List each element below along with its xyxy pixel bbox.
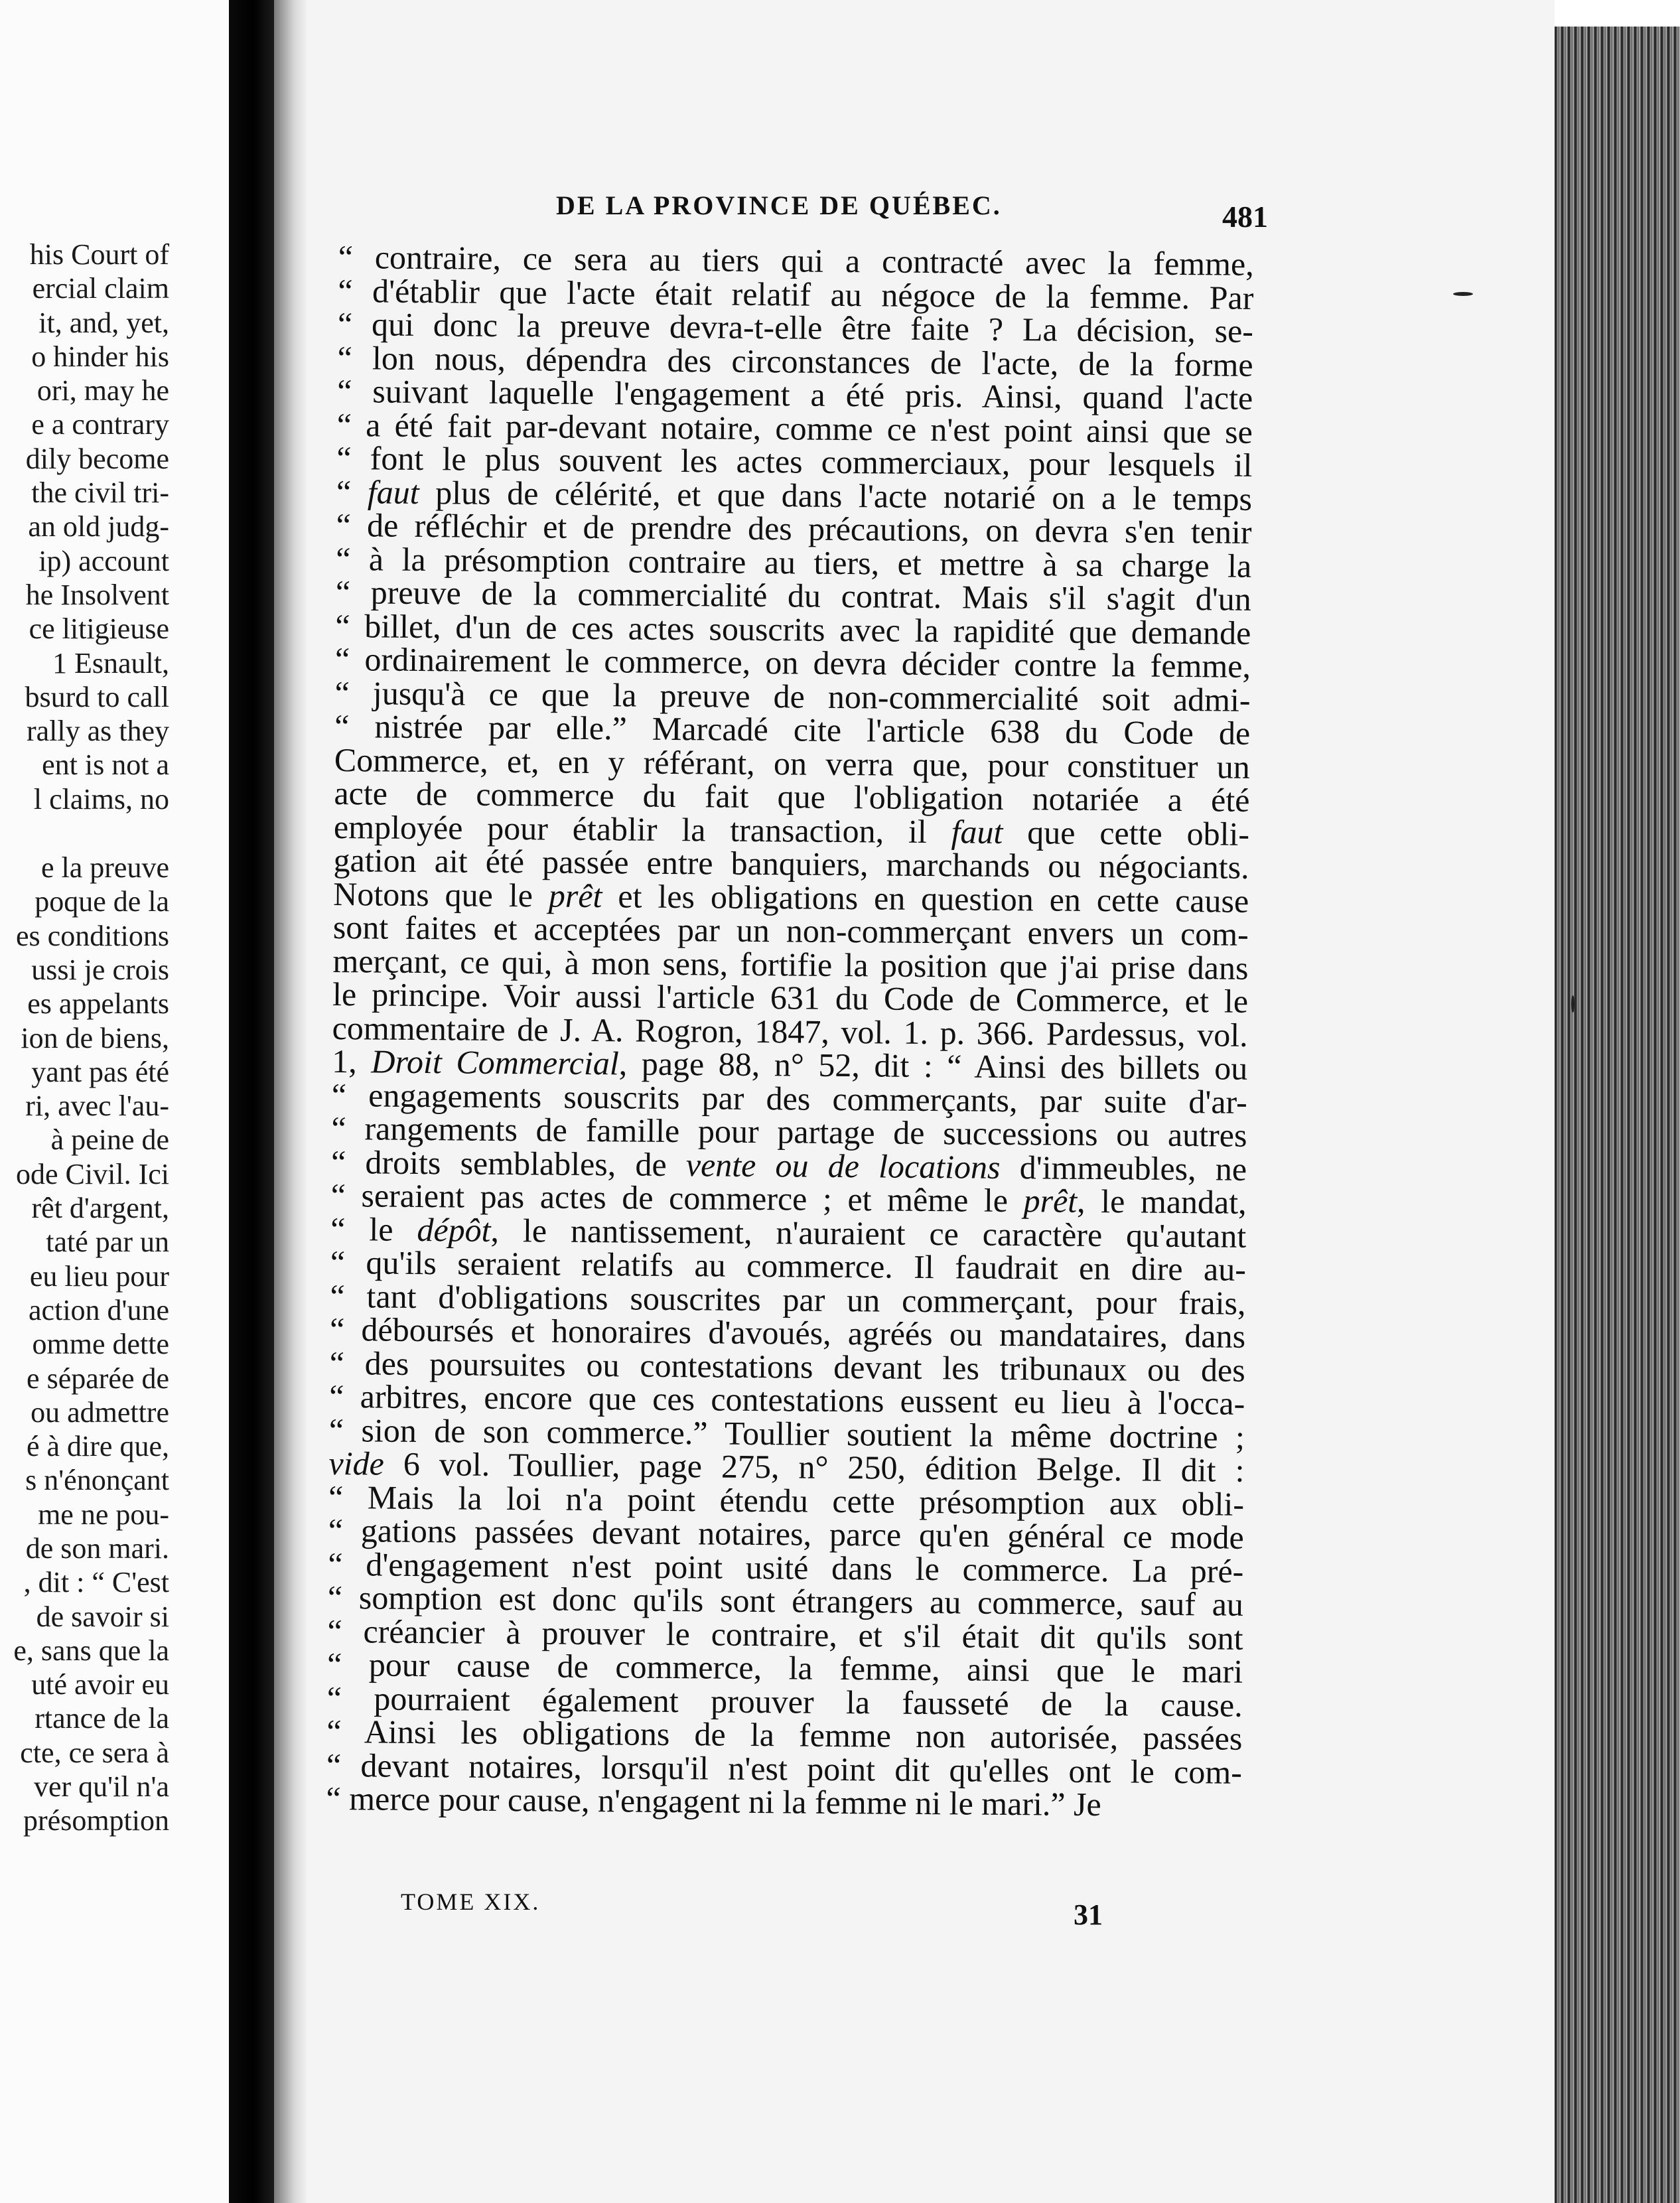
left-page-line: eu lieu pour (29, 1259, 169, 1293)
left-page-line: o hinder his (31, 340, 169, 373)
body-line: “ créancier à prouver le contraire, et s'il était dit qu'ils sont (327, 1612, 1243, 1657)
left-page-line: es appelants (27, 987, 169, 1021)
body-line: le principe. Voir aussi l'article 631 du Code de Commerce, et le (332, 975, 1249, 1020)
left-page-text (13, 238, 169, 1838)
tome-label: TOME XIX. (401, 1888, 541, 1915)
body-line: “ faut plus de célérité, et que dans l'acte notarié on a le temps (336, 472, 1253, 518)
left-page (0, 0, 229, 2203)
body-line: “ qu'ils seraient relatifs au commerce. Il faudrait en dire au- (330, 1243, 1247, 1288)
left-page-line: l claims, no (33, 782, 169, 816)
left-page-line: présomption (23, 1804, 169, 1837)
left-page-line: ori, may he (36, 374, 169, 407)
left-page-line: ip) account (38, 544, 169, 577)
body-line: “ nistrée par elle.” Marcadé cite l'article 638 du Code de (334, 707, 1251, 752)
body-line: 1, Droit Commercial, page 88, n° 52, dit : “ Ainsi des billets ou (332, 1042, 1248, 1087)
body-line: “ ordinairement le commerce, on devra décider contre la femme, (334, 640, 1251, 685)
left-page-line: ent is not a (42, 748, 169, 782)
body-line: “ tant d'obligations souscrites par un commerçant, pour frais, (330, 1277, 1246, 1322)
body-line: sont faites et acceptées par un non-commerçant envers un com- (332, 908, 1249, 953)
left-page-line: bsurd to call (25, 680, 169, 713)
body-line: “ Ainsi les obligations de la femme non autorisée, passées (326, 1712, 1243, 1757)
left-page-line: de savoir si (36, 1600, 169, 1633)
scan-speck (1571, 995, 1575, 1013)
left-page-line: it, and, yet, (38, 306, 169, 339)
left-page-line: rêt d'argent, (31, 1192, 169, 1225)
body-line: “ font le plus souvent les actes commerciaux, pour lesquels il (336, 439, 1253, 484)
left-page-line: ion de biens, (21, 1021, 169, 1054)
left-page-line: de son mari. (25, 1531, 169, 1565)
body-line: “ somption est donc qu'ils sont étrangers au commerce, sauf au (327, 1578, 1244, 1623)
body-line: gation ait été passée entre banquiers, marchands ou négociants. (333, 841, 1249, 886)
body-line: “ devant notaires, lorsqu'il n'est point dit qu'elles ont le com- (326, 1746, 1243, 1791)
body-line: “ engagements souscrits par des commerçants, par suite d'ar- (331, 1076, 1248, 1121)
left-page-line: me ne pou- (38, 1498, 169, 1531)
body-line: “ lon nous, dépendra des circonstances de l'acte, de la forme (337, 338, 1253, 384)
body-line: Notons que le prêt et les obligations en question en cette cause (333, 875, 1249, 920)
body-line: employée pour établir la transaction, il faut que cette obli- (333, 808, 1250, 853)
left-page-line: omme dette (32, 1328, 169, 1361)
left-page-line: 1 Esnault, (52, 646, 169, 679)
left-page-line: action d'une (29, 1293, 169, 1326)
left-page-line: s n'énonçant (25, 1464, 169, 1497)
left-page-line (13, 816, 169, 851)
body-line: “ déboursés et honoraires d'avoués, agréés ou mandataires, dans (329, 1310, 1246, 1355)
left-page-line: cte, ce sera à (20, 1736, 169, 1769)
left-page-line: dily become (25, 442, 169, 475)
body-line: “ billet, d'un de ces actes souscrits avec la rapidité que demande (335, 606, 1251, 652)
left-page-line: an old judg- (28, 510, 169, 543)
left-page-line: ercial claim (32, 272, 169, 305)
binding-gutter (229, 0, 274, 2203)
body-line: “ droits semblables, de vente ou de locations d'immeubles, ne (330, 1143, 1247, 1188)
left-page-line: poque de la (35, 885, 169, 918)
body-line: “ seraient pas actes de commerce ; et même le prêt, le mandat, (330, 1176, 1247, 1221)
left-page-line: e a contrary (31, 408, 169, 441)
left-page-line: e, sans que la (13, 1634, 169, 1667)
left-page-line: es conditions (16, 919, 169, 952)
body-line: “ suivant laquelle l'engagement a été pris. Ainsi, quand l'acte (336, 372, 1253, 417)
body-line: commentaire de J. A. Rogron, 1847, vol. 1. p. 366. Pardessus, vol. (332, 1009, 1248, 1054)
body-line: “ rangements de famille pour partage de successions ou autres (331, 1109, 1247, 1154)
body-line: “ le dépôt, le nantissement, n'auraient ce caractère qu'autant (330, 1210, 1247, 1255)
body-line: “ sion de son commerce.” Toullier soutient la même doctrine ; (328, 1411, 1245, 1456)
left-page-line: e la preuve (41, 851, 169, 885)
running-head: DE LA PROVINCE DE QUÉBEC. (556, 190, 1002, 220)
body-line: “ pour cause de commerce, la femme, ainsi que le mari (326, 1645, 1243, 1690)
body-line: “ de réfléchir et de prendre des précautions, on devra s'en tenir (336, 506, 1252, 551)
left-page-line: taté par un (46, 1226, 169, 1259)
body-line: acte de commerce du fait que l'obligation notariée a été (334, 774, 1250, 819)
left-page-line: ce litigieuse (29, 612, 169, 646)
signature-mark: 31 (1074, 1898, 1103, 1931)
left-page-line: his Court of (29, 238, 169, 271)
body-line: “ merce pour cause, n'engagent ni la femme ni le mari.” Je (326, 1779, 1101, 1823)
body-line: “ a été fait par-devant notaire, comme ce n'est point ainsi que se (336, 405, 1253, 451)
left-page-line: ou admettre (31, 1395, 169, 1429)
gutter-shadow (274, 0, 307, 2203)
body-line: Commerce, et, en y référant, on verra que, pour constituer un (334, 741, 1251, 786)
body-line: “ jusqu'à ce que la preuve de non-commercialité soit admi- (334, 674, 1251, 719)
left-page-line: he Insolvent (25, 578, 169, 611)
left-page-line: é à dire que, (27, 1430, 169, 1463)
scan-speck (1453, 292, 1473, 296)
body-line: “ qui donc la preuve devra-t-elle être faite ? La décision, se- (337, 305, 1254, 350)
page-edges (1555, 27, 1680, 2203)
body-line: “ arbitres, encore que ces contestations eussent eu lieu à l'occa- (329, 1377, 1245, 1422)
body-line: “ d'engagement n'est point usité dans le commerce. La pré- (328, 1545, 1244, 1590)
left-page-line: ver qu'il n'a (33, 1770, 169, 1804)
left-page-line: , dit : “ C'est (23, 1566, 169, 1599)
body-line: “ d'établir que l'acte était relatif au négoce de la femme. Par (338, 271, 1254, 317)
left-page-line: the civil tri- (31, 476, 169, 510)
left-page-line: rally as they (26, 715, 169, 748)
body-line: “ pourraient également prouver la fausseté de la cause. (326, 1679, 1243, 1724)
body-line: “ des poursuites ou contestations devant les tribunaux ou des (329, 1344, 1245, 1389)
body-line: vide 6 vol. Toullier, page 275, n° 250, édition Belge. Il dit : (328, 1444, 1245, 1489)
left-page-line: uté avoir eu (31, 1668, 169, 1701)
page-number: 481 (1222, 200, 1268, 234)
body-line: “ Mais la loi n'a point étendu cette présomption aux obli- (328, 1478, 1245, 1523)
body-text (326, 240, 1254, 1822)
left-page-line: rtance de la (35, 1702, 169, 1735)
left-page-line: e séparée de (27, 1362, 169, 1395)
page-edges-top (1555, 0, 1680, 27)
left-page-line: ussi je crois (31, 953, 169, 986)
body-line: merçant, ce qui, à mon sens, fortifie la position que j'ai prise dans (332, 942, 1249, 987)
body-line: “ à la présomption contraire au tiers, et mettre à sa charge la (336, 539, 1252, 585)
left-page-line: à peine de (50, 1123, 169, 1157)
body-line: “ contraire, ce sera au tiers qui a contracté avec la femme, (338, 238, 1254, 283)
body-line: “ gations passées devant notaires, parce qu'en général ce mode (328, 1511, 1244, 1556)
left-page-line: yant pas été (31, 1055, 169, 1088)
left-page-line: ri, avec l'au- (25, 1090, 169, 1123)
left-page-line: ode Civil. Ici (16, 1157, 169, 1190)
body-line: “ preuve de la commercialité du contrat. Mais s'il s'agit d'un (335, 573, 1252, 618)
